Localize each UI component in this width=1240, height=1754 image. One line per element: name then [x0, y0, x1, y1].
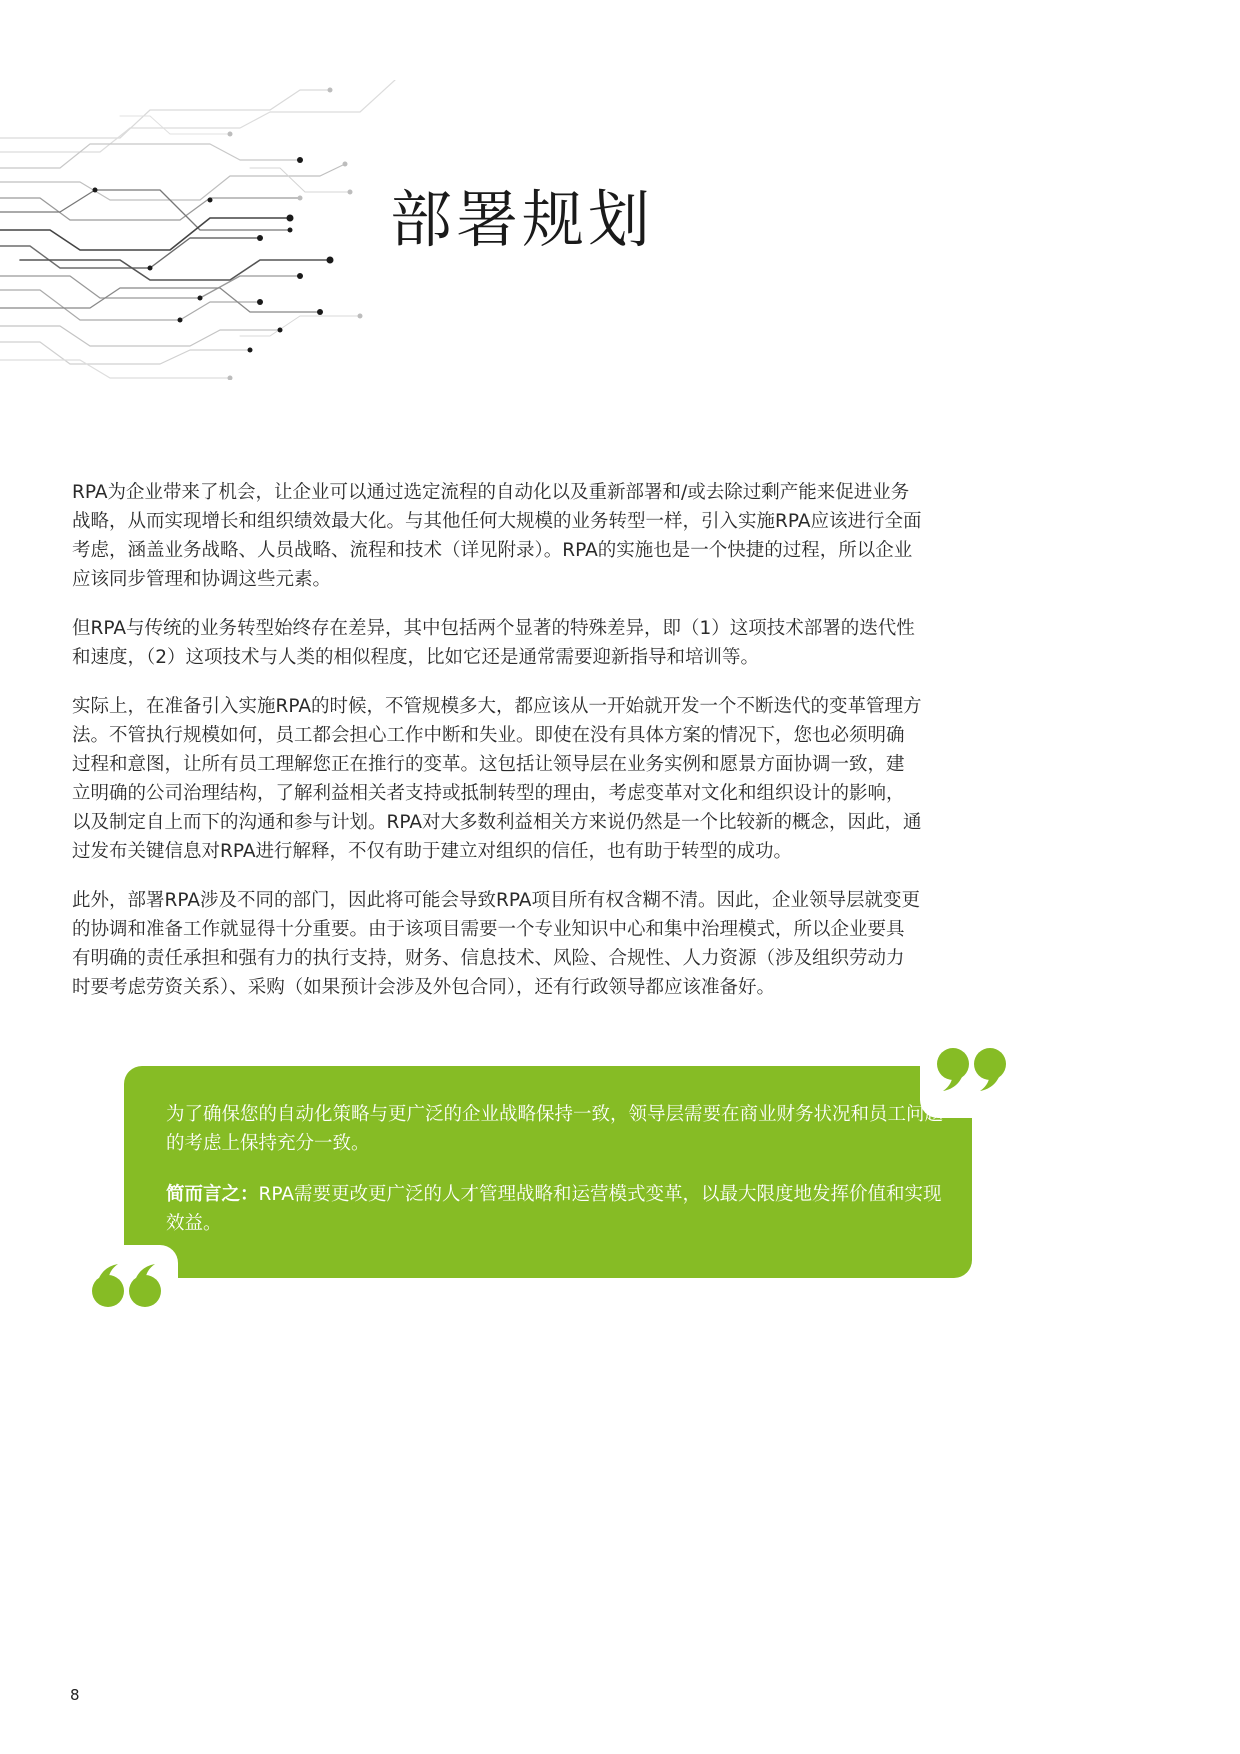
callout-paragraph: 为了确保您的自动化策略与更广泛的企业战略保持一致，领导层需要在商业财务状况和员工问题的考虑上保持充分一致。 [166, 1104, 944, 1154]
body-paragraph: 此外，部署RPA涉及不同的部门，因此将可能会导致RPA项目所有权含糊不清。因此，企业领导层就变更的协调和准备工作就显得十分重要。由于该项目需要一个专业知识中心和集中治理模式，所以企业要具有明确的责任承担和强有力的执行支持，财务、信息技术、风险、合规性、人力资源（涉及组织劳动力时要考虑劳资关系）、采购（如果预计会涉及外包合同），还有行政领导都应该准备好。 [72, 890, 920, 998]
body-text [72, 478, 922, 1022]
callout-summary [166, 1180, 946, 1238]
body-paragraph: 实际上，在准备引入实施RPA的时候，不管规模多大，都应该从一开始就开发一个不断迭代的变革管理方法。不管执行规模如何，员工都会担心工作中断和失业。即使在没有具体方案的情况下，您也必须明确过程和意图，让所有员工理解您正在推行的变革。这包括让领导层在业务实例和愿景方面协调一致，建立明确的公司治理结构，了解利益相关者支持或抵制转型的理由，考虑变革对文化和组织设计的影响，以及制定自上而下的沟通和参与计划。RPA对大多数利益相关方来说仍然是一个比较新的概念，因此，通过发布关键信息对RPA进行解释，不仅有助于建立对组织的信任，也有助于转型的成功。 [72, 696, 922, 862]
open-quote-icon [88, 1263, 162, 1309]
callout-summary-text: RPA需要更改更广泛的人才管理战略和运营模式变革，以最大限度地发挥价值和实现效益。 [166, 1184, 942, 1234]
circuit-pattern-graphic [0, 80, 410, 380]
body-paragraph: 但RPA与传统的业务转型始终存在差异，其中包括两个显著的特殊差异，即（1）这项技术部署的迭代性和速度，（2）这项技术与人类的相似程度，比如它还是通常需要迎新指导和培训等。 [72, 618, 915, 668]
close-quote-icon [936, 1046, 1010, 1092]
body-paragraph: RPA为企业带来了机会，让企业可以通过选定流程的自动化以及重新部署和/或去除过剩产能来促进业务战略，从而实现增长和组织绩效最大化。与其他任何大规模的业务转型一样，引入实施RPA应该进行全面考虑，涵盖业务战略、人员战略、流程和技术（详见附录）。RPA的实施也是一个快捷的过程，所以企业应该同步管理和协调这些元素。 [72, 482, 922, 590]
page-number: 8 [70, 1686, 80, 1704]
callout-summary-label: 简而言之： [166, 1184, 259, 1205]
page-title: 部署规划 [390, 183, 655, 256]
callout-text [166, 1100, 946, 1260]
